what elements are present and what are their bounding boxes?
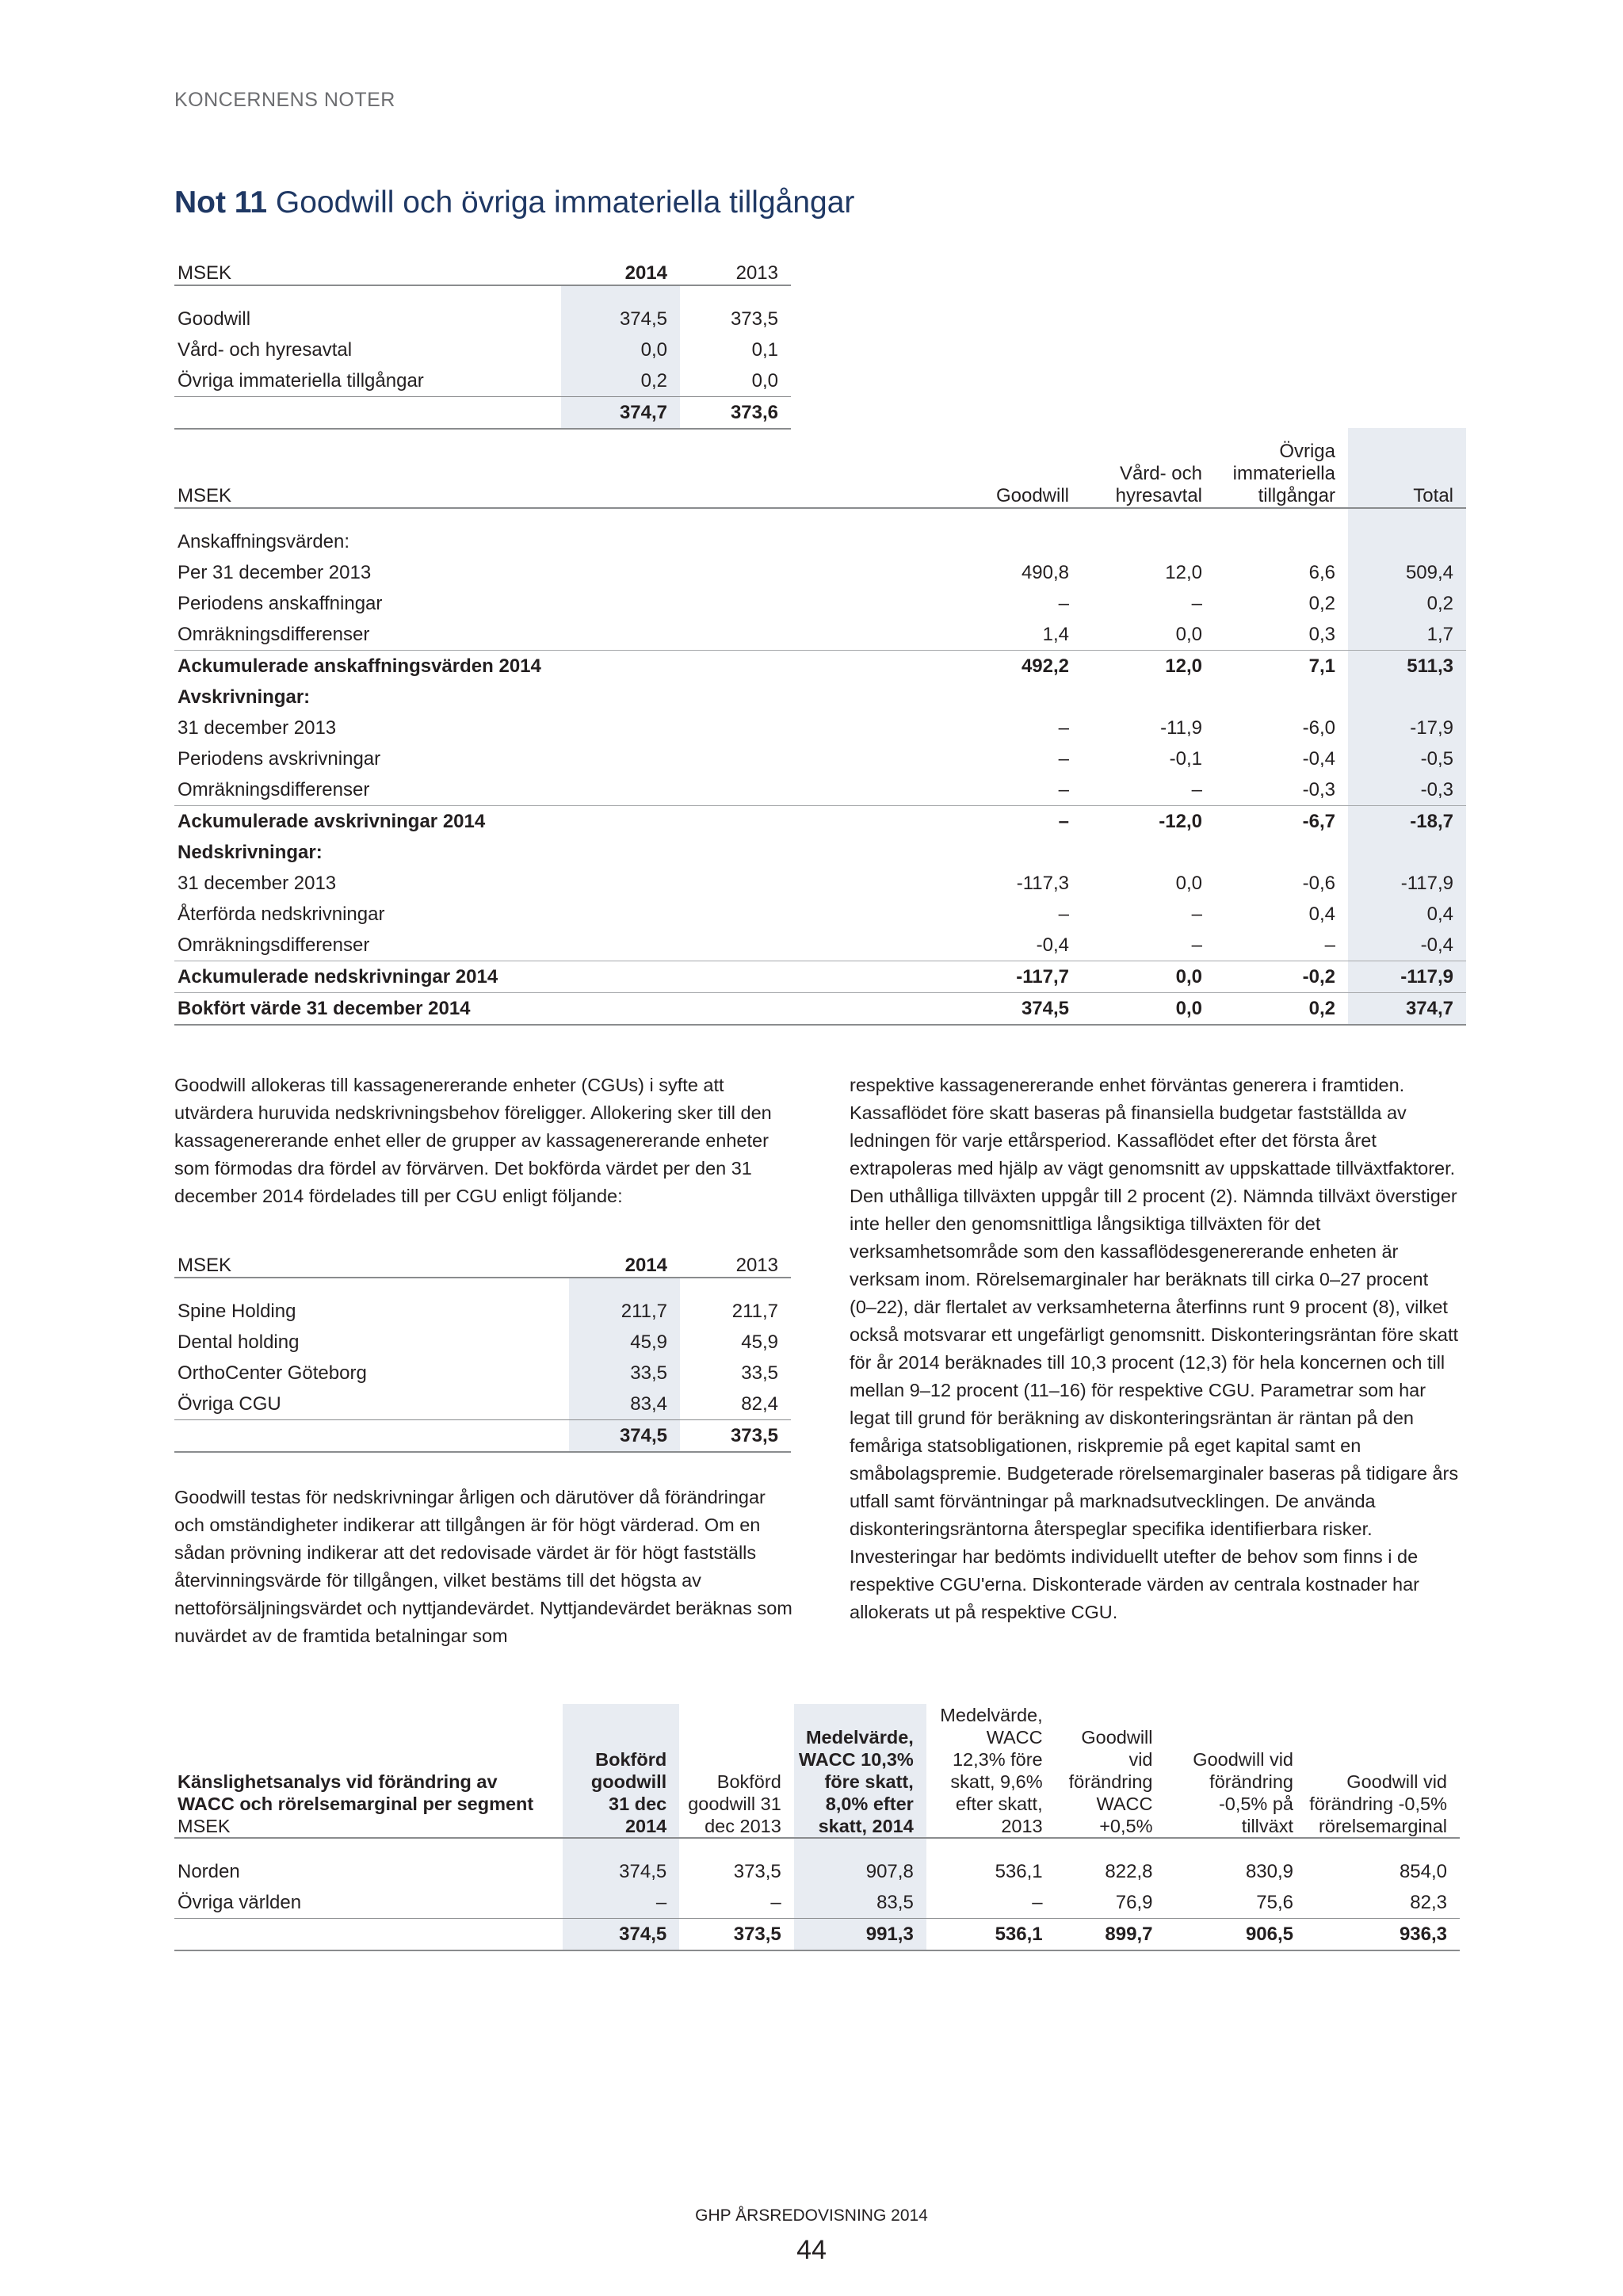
column-header: Bokförd goodwill 31 dec 2014 [563, 1704, 679, 1838]
table-cell: 830,9 [1245, 1860, 1293, 1882]
row-label: Bokfört värde 31 december 2014 [174, 993, 951, 1026]
table-header-row [174, 428, 1466, 508]
table-cell: 374,5 [561, 304, 680, 334]
row-label: 31 december 2013 [178, 716, 337, 739]
total-row [174, 1919, 1460, 1951]
total-row [174, 993, 1466, 1026]
table-cell [1215, 837, 1348, 868]
column-header: Goodwill vid förändring WACC +0,5% [1056, 1704, 1166, 1838]
table-cell: -0,6 [1302, 872, 1335, 894]
column-header: 2013 [680, 1246, 791, 1278]
row-label: Vård- och hyresavtal [178, 338, 353, 361]
table-cell: 0,2 [1215, 993, 1348, 1026]
row-label: Periodens avskrivningar [178, 747, 381, 770]
table-cell: -0,1 [1169, 747, 1202, 770]
table-cell: -0,3 [1348, 774, 1466, 806]
table-cell [951, 682, 1082, 712]
column-header: Goodwill vid förändring -0,5% rörelsemarginal [1306, 1704, 1460, 1838]
table-cell: 0,0 [1082, 993, 1215, 1026]
row-label: 31 december 2013 [178, 872, 337, 894]
table-cell: 0,4 [1308, 903, 1335, 925]
table-cell: 75,6 [1256, 1891, 1293, 1913]
row-label: Ackumulerade nedskrivningar 2014 [174, 961, 951, 993]
intangible-assets-summary-table [174, 254, 791, 430]
table-cell: – [1324, 934, 1335, 956]
table-cell: 82,4 [741, 1392, 778, 1415]
column-header: Goodwill [951, 428, 1082, 508]
table-cell: 1,4 [1042, 623, 1069, 645]
column-header: Känslighetsanalys vid förändring av WACC och rörelsemarginal per segment MSEK [174, 1704, 563, 1838]
row-label: OrthoCenter Göteborg [178, 1362, 367, 1384]
row-label [174, 397, 561, 430]
table-row [174, 557, 1466, 588]
row-label [174, 1420, 569, 1453]
row-label: Omräkningsdifferenser [178, 623, 370, 645]
cash-flow-paragraph: respektive kassagenererande enhet förväntas generera i framtiden. Kassaflödet före skatt baseras på finansiella budgetar fastställda av ledningen för varje ettårsperiod. Kassaflödet efter det första året extrapoleras med hjälp av vägt genomsnitt av uppskattade tillväxtfaktorer. Den uthålliga tillväxten uppgår till 2 procent (2). Nämnda tillväxt överstiger inte heller den genomsnittliga långsiktiga tillväxten för det verksamhetsområde som den kassaflödesgenererande enheten är verksam inom. Rörelsemarginaler har beräknats till cirka 0–27 procent (0–22), där flertalet av verksamheterna återfinns runt 9 procent (8), vilket också motsvarar ett ungefärligt genomsnitt. Diskonteringsräntan före skatt för år 2014 beräknades till 10,3 procent (12,3) för hela koncernen och till mellan 9–12 procent (11–16) för respektive CGU. Parametrar som har legat till grund för beräkning av diskonteringsräntan är räntan på den femåriga statsobligationen, riskpremie på eget kapital samt en småbolagspremie. Budgeterade rörelsemarginaler baseras på tidigare års utfall samt förväntningar på marknadsutvecklingen. De använda diskonteringsräntorna återspeglar specifika identifierbara risker. Investeringar har bedömts individuellt utefter de behov som finns i de respektive CGU'erna. Diskonterade värden av centrala kostnader har allokerats ut på respektive CGU. [850, 1075, 1459, 1622]
table-cell: – [770, 1891, 781, 1913]
subtotal-row [174, 806, 1466, 838]
subtotal-row [174, 961, 1466, 993]
table-row [174, 868, 1466, 899]
table-cell: 906,5 [1165, 1919, 1306, 1951]
section-row [174, 682, 1466, 712]
table-row [174, 334, 791, 365]
table-cell: 7,1 [1215, 651, 1348, 682]
table-cell: 822,8 [1105, 1860, 1153, 1882]
table-cell: -6,7 [1215, 806, 1348, 838]
row-label: Dental holding [178, 1331, 300, 1353]
row-label: Avskrivningar: [178, 686, 311, 708]
row-label: Övriga CGU [178, 1392, 281, 1415]
table-row [174, 588, 1466, 619]
table-cell: 211,7 [569, 1296, 680, 1327]
table-cell: 374,7 [1348, 993, 1466, 1026]
table-cell: 12,0 [1165, 561, 1202, 583]
table-cell: 0,0 [1175, 623, 1202, 645]
row-label: Spine Holding [178, 1300, 296, 1322]
table-cell: 0,0 [561, 334, 680, 365]
table-cell: -18,7 [1348, 806, 1466, 838]
column-header: Bokförd goodwill 31 dec 2013 [679, 1704, 794, 1838]
table-cell: – [1058, 716, 1069, 739]
table-cell: – [1058, 903, 1069, 925]
subtotal-row [174, 651, 1466, 682]
table-cell [1082, 526, 1215, 557]
table-row [174, 1856, 1460, 1887]
footer-report-name: GHP ÅRSREDOVISNING 2014 [695, 2206, 928, 2225]
table-cell: 45,9 [569, 1327, 680, 1358]
table-cell: – [1058, 778, 1069, 800]
table-cell: 0,2 [1348, 588, 1466, 619]
table-row [174, 1887, 1460, 1919]
table-row [174, 365, 791, 397]
column-header: Vård- och hyresavtal [1082, 428, 1215, 508]
table-cell: 907,8 [794, 1856, 926, 1887]
sensitivity-analysis-table [174, 1704, 1460, 1951]
table-row [174, 619, 1466, 651]
table-cell: 991,3 [794, 1919, 926, 1951]
note-number: Not 11 [174, 185, 268, 220]
column-header: MSEK [174, 1246, 569, 1278]
table-cell: -117,3 [1016, 872, 1069, 894]
table-cell: – [1032, 1891, 1043, 1913]
column-header: 2014 [569, 1246, 680, 1278]
table-row [174, 712, 1466, 743]
table-header-row [174, 1246, 791, 1278]
table-cell: 492,2 [951, 651, 1082, 682]
table-cell: – [1191, 778, 1202, 800]
section-row [174, 837, 1466, 868]
table-cell: 82,3 [1410, 1891, 1447, 1913]
row-label: Ackumulerade anskaffningsvärden 2014 [174, 651, 951, 682]
table-cell: -0,4 [1302, 747, 1335, 770]
table-cell: – [1058, 592, 1069, 614]
row-label: Per 31 december 2013 [178, 561, 372, 583]
table-cell [1082, 837, 1215, 868]
table-cell: 936,3 [1306, 1919, 1460, 1951]
column-header: MSEK [174, 254, 561, 285]
note-title [174, 185, 854, 220]
table-cell [951, 526, 1082, 557]
table-header-row [174, 254, 791, 285]
table-cell: 211,7 [731, 1300, 778, 1322]
table-cell: 373,6 [680, 397, 791, 430]
row-label: Återförda nedskrivningar [178, 903, 385, 925]
table-cell: 373,5 [733, 1860, 781, 1882]
table-cell: -0,4 [1348, 930, 1466, 961]
table-cell [951, 837, 1082, 868]
table-cell: 1,7 [1348, 619, 1466, 651]
table-cell: -11,9 [1160, 716, 1202, 739]
table-cell: 511,3 [1348, 651, 1466, 682]
table-row [174, 526, 1466, 557]
table-cell: 374,5 [563, 1856, 679, 1887]
table-cell: 374,5 [563, 1919, 679, 1951]
section-label: KONCERNENS NOTER [174, 89, 395, 111]
note-title-text: Goodwill och övriga immateriella tillgångar [275, 185, 855, 220]
row-label: Goodwill [178, 308, 251, 330]
table-cell: 373,5 [680, 1420, 791, 1453]
row-label: Anskaffningsvärden: [178, 530, 350, 552]
table-cell: 76,9 [1115, 1891, 1153, 1913]
table-cell: 373,5 [679, 1919, 794, 1951]
table-cell [1215, 682, 1348, 712]
impairment-test-paragraph: Goodwill testas för nedskrivningar årligen och därutöver då förändringar och omständigheter indikerar att tillgången är för högt värderad. Om en sådan prövning indikerar att det redovisade värdet är för högt fastställs återvinningsvärde för tillgången, vilket bestäms till det högsta av nettoförsäljningsvärdet och nyttjandevärdet. Nyttjandevärdet beräknas som nuvärdet av de framtida betalningar som [174, 1487, 792, 1646]
table-cell: – [1058, 747, 1069, 770]
table-cell: 0,3 [1308, 623, 1335, 645]
row-label: Periodens anskaffningar [178, 592, 383, 614]
table-cell: 0,2 [1308, 592, 1335, 614]
table-cell: – [1191, 592, 1202, 614]
page-number: 44 [796, 2235, 827, 2265]
table-cell: 490,8 [1021, 561, 1069, 583]
table-cell [1348, 837, 1466, 868]
table-cell: 509,4 [1348, 557, 1466, 588]
table-cell: -0,4 [1036, 934, 1069, 956]
column-header: Medelvärde, WACC 10,3% före skatt, 8,0% efter skatt, 2014 [794, 1704, 926, 1838]
table-cell: -12,0 [1082, 806, 1215, 838]
table-cell: -117,9 [1348, 868, 1466, 899]
total-row [174, 397, 791, 430]
table-cell: 83,5 [794, 1887, 926, 1919]
table-row [174, 774, 1466, 806]
table-cell [1348, 682, 1466, 712]
table-header-row [174, 1704, 1460, 1838]
table-row [174, 743, 1466, 774]
row-label: Omräkningsdifferenser [178, 778, 370, 800]
table-cell: 0,0 [751, 369, 778, 392]
table-cell: 33,5 [741, 1362, 778, 1384]
table-cell: – [1191, 934, 1202, 956]
table-cell: -6,0 [1302, 716, 1335, 739]
row-label: Övriga immateriella tillgångar [178, 369, 424, 392]
table-cell: -117,9 [1348, 961, 1466, 993]
table-cell: 373,5 [730, 308, 778, 330]
table-row [174, 930, 1466, 961]
column-header: Total [1348, 428, 1466, 508]
column-header: 2014 [561, 254, 680, 285]
table-cell: 0,0 [1175, 872, 1202, 894]
table-cell: 45,9 [741, 1331, 778, 1353]
table-row [174, 1358, 791, 1389]
column-header: 2013 [680, 254, 791, 285]
table-cell: -0,2 [1215, 961, 1348, 993]
table-cell: -0,3 [1302, 778, 1335, 800]
table-cell: 83,4 [569, 1389, 680, 1420]
table-cell: -0,5 [1348, 743, 1466, 774]
row-label: Övriga världen [178, 1891, 302, 1913]
table-cell: 899,7 [1056, 1919, 1166, 1951]
column-header: Goodwill vid förändring -0,5% på tillväxt [1165, 1704, 1306, 1838]
table-cell: 374,5 [569, 1420, 680, 1453]
row-label: Nedskrivningar: [178, 841, 323, 863]
row-label: Ackumulerade avskrivningar 2014 [174, 806, 951, 838]
table-cell: -117,7 [951, 961, 1082, 993]
row-label: Omräkningsdifferenser [178, 934, 370, 956]
total-row [174, 1420, 791, 1453]
table-cell: 374,7 [561, 397, 680, 430]
table-cell: 0,4 [1348, 899, 1466, 930]
table-row [174, 1389, 791, 1420]
table-cell: – [563, 1887, 679, 1919]
table-cell: 536,1 [995, 1860, 1043, 1882]
column-header: Medelvärde, WACC 12,3% före skatt, 9,6% efter skatt, 2013 [926, 1704, 1056, 1838]
table-cell: 0,0 [1082, 961, 1215, 993]
row-label: Norden [178, 1860, 240, 1882]
goodwill-per-cgu-table [174, 1246, 791, 1453]
column-header: Övriga immateriella tillgångar [1215, 428, 1348, 508]
table-cell: 33,5 [569, 1358, 680, 1389]
table-cell: – [1191, 903, 1202, 925]
table-cell: – [951, 806, 1082, 838]
table-cell: 854,0 [1399, 1860, 1447, 1882]
table-cell: 0,1 [751, 338, 778, 361]
table-cell: 12,0 [1082, 651, 1215, 682]
table-row [174, 304, 791, 334]
table-cell: 6,6 [1308, 561, 1335, 583]
intangible-assets-movement-table [174, 428, 1466, 1026]
table-cell: 536,1 [926, 1919, 1056, 1951]
table-cell [1215, 526, 1348, 557]
table-row [174, 1327, 791, 1358]
table-cell [1082, 682, 1215, 712]
goodwill-allocation-paragraph: Goodwill allokeras till kassagenererande enheter (CGUs) i syfte att utvärdera huruvida nedskrivningsbehov föreligger. Allokering sker till den kassagenererande enhet eller de grupper av kassagenererande enheter som förmodas dra fördel av förvärven. Det bokförda värdet per den 31 december 2014 fördelades till per CGU enligt följande: [174, 1075, 772, 1206]
table-cell: -17,9 [1348, 712, 1466, 743]
table-row [174, 1296, 791, 1327]
table-cell [1348, 526, 1466, 557]
row-label [174, 1919, 563, 1951]
column-header: MSEK [174, 428, 951, 508]
table-cell: 0,2 [561, 365, 680, 397]
table-row [174, 899, 1466, 930]
table-cell: 374,5 [951, 993, 1082, 1026]
